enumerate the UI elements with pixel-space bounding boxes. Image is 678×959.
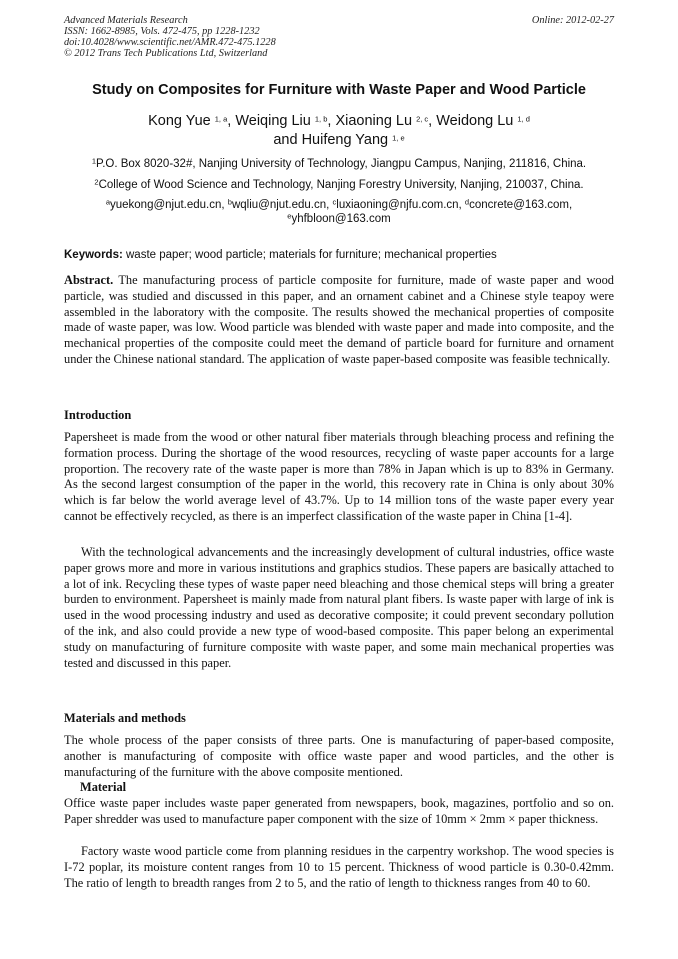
introduction-paragraph-2: With the technological advancements and the increasingly development of cultural industries, office waste paper grows more and more in various institutions and graphics studios. These papers are basically attached to a lot of ink. Recycling these types of waste paper need bleaching and those chemical steps will bring a greater burden to environment. Papersheet is mainly made from natural plant fibers. Is waste paper with large of ink is used in the wood processing industry and used as decorative composite; it could prevent secondary pollution of the ink, and also could provide a new type of wood-based composite. This paper belong an experimental study on manufacturing of furniture composite with waste paper, and some main mechanical properties was tested and discussed in this paper. [64, 545, 614, 670]
author-name: Kong Yue [148, 113, 211, 129]
affiliation-mark: 1 [91, 156, 97, 166]
author-name: Weidong Lu [436, 113, 514, 129]
affiliation-text: P.O. Box 8020-32#, Nanjing University of Technology, Jiangpu Campus, Nanjing, 211816, China. [96, 158, 587, 170]
author-affiliation-mark: 1, e [392, 133, 405, 143]
abstract-text: The manufacturing process of particle composite for furniture, made of waste paper and wood particle, was studied and discussed in this paper, and an ornament cabinet and a Chinese style teapoy were assembled in the laboratory with the composite. The results showed the mechanical properties of composite made of waste paper, was low. Wood particle was blended with waste paper and made into composite, and the mechanical properties of the composite could meet the demand of particle board for furniture and ornament under the Chinese national standard. The application of waste paper-based composite was feasible technically. [64, 273, 614, 366]
methods-paragraph-1: The whole process of the paper consists of three parts. One is manufacturing of paper-based composite, another is manufacturing of composite with office waste paper and wood particles, and the other is manufacturing of the furniture with the above composite mentioned. [64, 733, 614, 779]
email-address: wqliu@njut.edu.cn, [231, 199, 333, 211]
email-address: luxiaoning@njfu.com.cn, [336, 199, 465, 211]
author-affiliation-mark: 2, c [416, 114, 429, 124]
affiliation-text: College of Wood Science and Technology, Nanjing Forestry University, Nanjing, 210037, China. [98, 179, 584, 191]
paper-title: Study on Composites for Furniture with Waste Paper and Wood Particle [92, 82, 586, 98]
keywords-label: Keywords: [64, 249, 123, 261]
email-mark: a [105, 197, 110, 207]
issn-line: ISSN: 1662-8985, Vols. 472-475, pp 1228-1232 [64, 26, 260, 37]
introduction-heading: Introduction [64, 408, 132, 422]
affiliation-2 [40, 178, 638, 192]
material-subheading: Material [80, 780, 127, 794]
methods-heading: Materials and methods [64, 711, 186, 725]
email-mark: d [464, 197, 470, 207]
author-affiliation-mark: 1, b [314, 114, 328, 124]
author-separator: , [428, 113, 437, 129]
author-name: Xiaoning Lu [335, 113, 413, 129]
abstract-label: Abstract. [64, 273, 114, 287]
email-list [60, 198, 618, 226]
keywords-text: waste paper; wood particle; materials for furniture; mechanical properties [122, 249, 497, 261]
doi-line: doi:10.4028/www.scientific.net/AMR.472-475.1228 [64, 37, 276, 48]
material-paragraph-1: Office waste paper includes waste paper generated from newspapers, book, magazines, portfolio and so on. Paper shredder was used to manufacture paper component with the size of 10mm × 2mm × paper thickness. [64, 796, 614, 826]
online-date: Online: 2012-02-27 [531, 15, 614, 26]
material-paragraph-2: Factory waste wood particle come from planning residues in the carpentry workshop. The wood species is I-72 poplar, its moisture content ranges from 10 to 15 percent. Thickness of wood particle is 0.30-0.42mm. The ratio of length to breadth ranges from 2 to 5, and the ratio of length to thickness ranges from 40 to 60. [64, 844, 614, 890]
author-name: and Huifeng Yang [273, 132, 389, 148]
author-separator: , [327, 113, 336, 129]
abstract [64, 273, 614, 368]
copyright-line: © 2012 Trans Tech Publications Ltd, Switzerland [64, 48, 268, 59]
email-mark: e [287, 211, 292, 221]
author-name: Weiqing Liu [235, 113, 311, 129]
journal-name: Advanced Materials Research [64, 15, 188, 26]
author-list [80, 112, 598, 150]
email-address: yuekong@njut.edu.cn, [109, 199, 228, 211]
email-mark: c [332, 197, 337, 207]
affiliation-mark: 2 [94, 177, 99, 187]
keywords [64, 249, 624, 261]
affiliation-1 [40, 157, 638, 171]
email-mark: b [227, 197, 232, 207]
journal-header [64, 15, 276, 59]
author-separator: , [227, 113, 236, 129]
introduction-paragraph-1: Papersheet is made from the wood or other natural fiber materials through bleaching process and refining the formation process. During the shortage of the wood resources, recycling of waste paper accounts for a large proportion. The recovery rate of the waste paper is more than 78% in Japan which is up to 83% in Germany. As the second largest consumption of the paper in the world, this recovery rate in China is only about 30% which is far below the world average level of 43.7%. Up to 14 million tons of the waste paper every year cannot be effectively recycled, as there is an imperfect classification of the waste paper in China [1-4]. [64, 430, 614, 523]
email-address: concrete@163.com, [469, 199, 573, 211]
email-address: yhfbloon@163.com [291, 213, 391, 225]
author-affiliation-mark: 1, a [214, 114, 228, 124]
author-affiliation-mark: 1, d [517, 114, 530, 124]
